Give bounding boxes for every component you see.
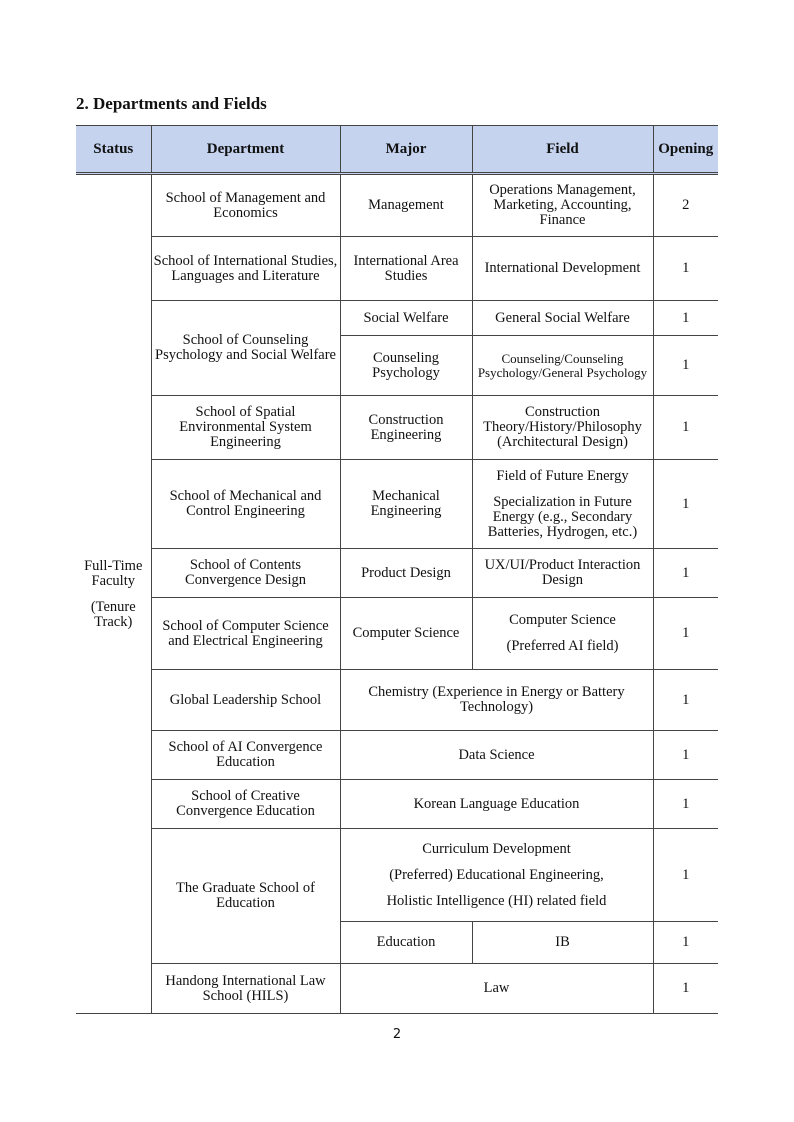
opening-cell: 1 — [653, 670, 718, 731]
field-line: Computer Science — [509, 612, 616, 628]
major-field-line: Curriculum Development — [422, 840, 571, 857]
status-line: Full-Time Faculty — [84, 557, 143, 589]
field-cell: International Development — [472, 237, 653, 301]
department-cell: School of Management and Economics — [151, 174, 340, 237]
department-cell: Global Leadership School — [151, 670, 340, 731]
opening-cell: 1 — [653, 731, 718, 780]
status-cell — [76, 174, 151, 1014]
opening-cell: 1 — [653, 829, 718, 922]
opening-cell: 1 — [653, 336, 718, 396]
field-cell — [472, 460, 653, 549]
table-row — [76, 598, 718, 670]
field-cell: Construction Theory/History/Philosophy (Architectural Design) — [472, 396, 653, 460]
status-line: (Tenure Track) — [90, 598, 136, 630]
department-cell: The Graduate School of Education — [151, 829, 340, 964]
opening-cell: 1 — [653, 598, 718, 670]
field-cell: Operations Management, Marketing, Accounting, Finance — [472, 174, 653, 237]
table-row — [76, 549, 718, 598]
major-field-cell: Chemistry (Experience in Energy or Battery Technology) — [340, 670, 653, 731]
field-cell — [472, 598, 653, 670]
field-line: (Preferred AI field) — [506, 638, 619, 654]
table-row — [76, 780, 718, 829]
header-major: Major — [340, 126, 472, 174]
field-cell: UX/UI/Product Interaction Design — [472, 549, 653, 598]
department-cell: School of Mechanical and Control Engineering — [151, 460, 340, 549]
opening-cell: 1 — [653, 237, 718, 301]
field-line: Specialization in Future Energy (e.g., Secondary Batteries, Hydrogen, etc.) — [487, 493, 638, 540]
major-field-cell: Law — [340, 964, 653, 1014]
table-row — [76, 237, 718, 301]
section-title: 2. Departments and Fields — [76, 94, 267, 113]
field-cell: Counseling/Counseling Psychology/General Psychology — [472, 336, 653, 396]
major-field-cell: Korean Language Education — [340, 780, 653, 829]
table-row — [76, 396, 718, 460]
major-cell: Product Design — [340, 549, 472, 598]
department-cell: School of International Studies, Languages and Literature — [151, 237, 340, 301]
header-opening: Opening — [653, 126, 718, 174]
major-cell: Social Welfare — [340, 301, 472, 336]
table-row — [76, 829, 718, 922]
header-status: Status — [76, 126, 151, 174]
department-cell: School of Counseling Psychology and Social Welfare — [151, 301, 340, 396]
field-cell: General Social Welfare — [472, 301, 653, 336]
major-field-line: Holistic Intelligence (HI) related field — [386, 892, 607, 909]
opening-cell: 1 — [653, 301, 718, 336]
header-field: Field — [472, 126, 653, 174]
table-row — [76, 670, 718, 731]
major-cell: International Area Studies — [340, 237, 472, 301]
opening-cell: 1 — [653, 780, 718, 829]
opening-cell: 2 — [653, 174, 718, 237]
department-cell: School of Spatial Environmental System Engineering — [151, 396, 340, 460]
opening-cell: 1 — [653, 396, 718, 460]
opening-cell: 1 — [653, 549, 718, 598]
page-number: 2 — [392, 1027, 402, 1042]
departments-table — [76, 125, 718, 1014]
major-cell: Education — [340, 922, 472, 964]
major-cell: Computer Science — [340, 598, 472, 670]
department-cell: School of Computer Science and Electrical Engineering — [151, 598, 340, 670]
table-row — [76, 174, 718, 237]
field-line: Field of Future Energy — [496, 467, 629, 484]
department-cell: School of Creative Convergence Education — [151, 780, 340, 829]
major-field-line: (Preferred) Educational Engineering, — [389, 866, 604, 883]
table-row — [76, 964, 718, 1014]
field-cell: IB — [472, 922, 653, 964]
major-field-cell — [340, 829, 653, 922]
major-cell: Counseling Psychology — [340, 336, 472, 396]
table-row — [76, 731, 718, 780]
opening-cell: 1 — [653, 964, 718, 1014]
major-field-cell: Data Science — [340, 731, 653, 780]
header-department: Department — [151, 126, 340, 174]
department-cell: School of Contents Convergence Design — [151, 549, 340, 598]
table-header-row — [76, 126, 718, 174]
major-cell: Construction Engineering — [340, 396, 472, 460]
opening-cell: 1 — [653, 922, 718, 964]
table-row — [76, 460, 718, 549]
opening-cell: 1 — [653, 460, 718, 549]
major-cell: Management — [340, 174, 472, 237]
department-cell: School of AI Convergence Education — [151, 731, 340, 780]
table-row — [76, 301, 718, 336]
department-cell: Handong International Law School (HILS) — [151, 964, 340, 1014]
major-cell: Mechanical Engineering — [340, 460, 472, 549]
